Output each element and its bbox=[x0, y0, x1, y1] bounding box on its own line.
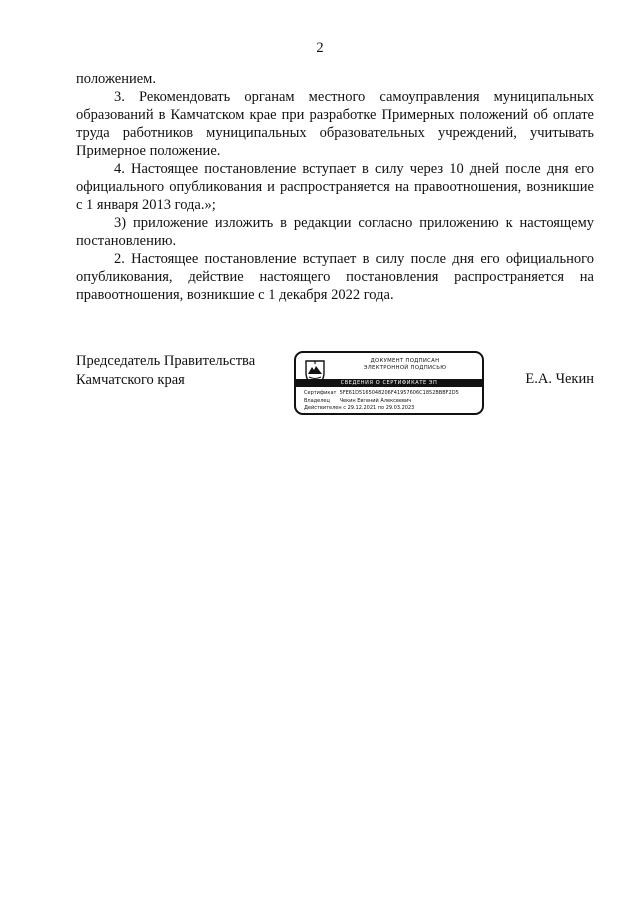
page-number: 2 bbox=[316, 40, 324, 56]
stamp-validity-row bbox=[304, 405, 459, 413]
paragraph-subitem-3-appendix: 3) приложение изложить в редакции согласно приложению к настоящему постановлению. bbox=[76, 215, 594, 249]
document-body bbox=[76, 70, 594, 304]
stamp-owner-label: Владелец bbox=[304, 397, 330, 404]
signatory-region: Камчатского края bbox=[76, 372, 185, 388]
stamp-certificate-value: 5FE61D5165048206F41957606C1852BBBF2D5 bbox=[339, 390, 459, 396]
stamp-owner-value: Чекин Евгений Алексеевич bbox=[339, 397, 412, 404]
stamp-certificate-header: СВЕДЕНИЯ О СЕРТИФИКАТЕ ЭП bbox=[296, 379, 482, 387]
paragraph-item-3-recommendation: 3. Рекомендовать органам местного самоуправления муниципальных образований в Камчатском крае при разработке Примерных положений об оплате труда работников муниципальных образовательных учреждений, учитывать Примерное положение. bbox=[76, 89, 594, 159]
signatory-position: Председатель Правительства bbox=[76, 353, 256, 369]
paragraph-item-4-effective-date: 4. Настоящее постановление вступает в силу через 10 дней после дня его официального опубликования и распространяется на правоотношения, возникшие с 1 января 2013 года.»; bbox=[76, 161, 594, 213]
paragraph-continuation: положением. bbox=[76, 71, 156, 87]
stamp-owner-row bbox=[304, 398, 459, 406]
stamp-certificate-label: Сертификат bbox=[304, 390, 337, 396]
stamp-details bbox=[304, 390, 459, 413]
stamp-validity-label: Действителен с bbox=[304, 405, 346, 411]
stamp-title-line1: ДОКУМЕНТ ПОДПИСАН bbox=[370, 358, 440, 364]
paragraph-item-2-effective-date: 2. Настоящее постановление вступает в силу после дня его официального опубликования, действие настоящего постановления распространяется на правоотношения, возникшие с 1 декабря 2022 года. bbox=[76, 251, 594, 303]
signer-name: Е.А. Чекин bbox=[525, 371, 594, 387]
stamp-certificate-row bbox=[304, 390, 459, 398]
stamp-validity-value: 29.12.2021 по 29.03.2023 bbox=[347, 405, 415, 411]
electronic-signature-stamp bbox=[294, 351, 484, 415]
stamp-title-line2: ЭЛЕКТРОННОЙ ПОДПИСЬЮ bbox=[363, 365, 447, 371]
stamp-title bbox=[330, 358, 480, 372]
signatory-title bbox=[76, 352, 255, 390]
